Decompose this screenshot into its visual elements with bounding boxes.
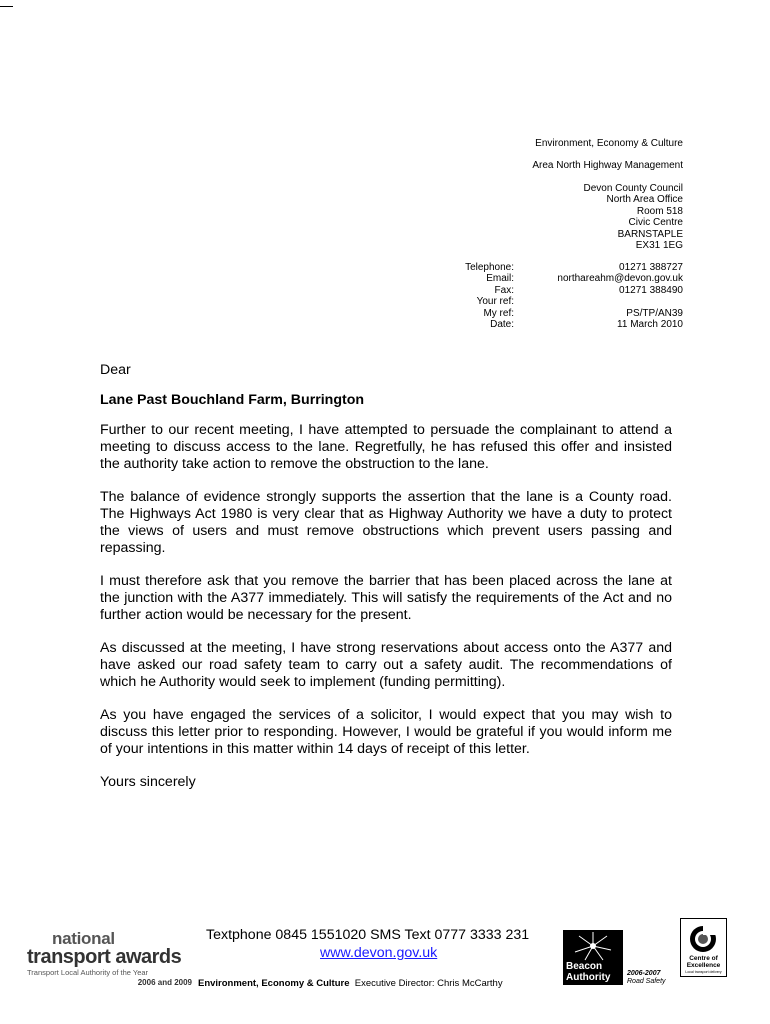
telephone-value: 01271 388727	[619, 262, 683, 273]
fax-label: Fax:	[494, 284, 514, 296]
coe-text	[681, 955, 726, 976]
contact-values	[557, 262, 683, 330]
telephone-label: Telephone:	[465, 262, 514, 273]
footer-department: Environment, Economy & Culture	[198, 978, 350, 989]
centre-of-excellence-logo	[680, 918, 727, 977]
your-ref-value	[557, 296, 683, 307]
footer-director: Executive Director: Chris McCarthy	[354, 978, 503, 989]
salutation: Dear	[100, 362, 131, 378]
address-line: EX31 1EG	[635, 240, 683, 252]
beacon-authority-logo	[563, 930, 623, 985]
paragraph: Further to our recent meeting, I have attempted to persuade the complainant to attend a meeting to discuss access to the lane. Regretfully, he has refused this offer and insisted the authority take action to remove the obstruction to the lane.	[100, 422, 672, 472]
area-header: Area North Highway Management	[532, 160, 683, 171]
beacon-caption	[627, 970, 666, 986]
paragraph: As you have engaged the services of a solicitor, I would expect that you may wish to discuss this letter prior to responding. However, I would be grateful if you would inform me of your intentions in this matter within 14 days of receipt of this letter.	[100, 707, 672, 757]
paragraph: I must therefore ask that you remove the barrier that has been placed across the lane at the junction with the A377 immediately. This will satisfy the requirements of the Act and no further action would be necessary for the present.	[100, 573, 672, 623]
beacon-line1: Beacon	[566, 961, 603, 972]
beacon-text	[566, 962, 610, 983]
contact-labels	[440, 262, 514, 330]
date-label: Date:	[490, 318, 514, 330]
sender-address	[584, 183, 684, 251]
beacon-years: 2006-2007	[627, 970, 661, 977]
coe-line2: Excellence	[686, 962, 721, 969]
fold-mark	[0, 6, 13, 7]
nta-subtitle: Transport Local Authority of the Year	[27, 968, 149, 977]
your-ref-label: Your ref:	[476, 296, 514, 308]
address-line: BARNSTAPLE	[617, 228, 683, 240]
beacon-topic: Road Safety	[627, 978, 666, 985]
letter-body	[100, 362, 672, 791]
my-ref-label: My ref:	[483, 307, 514, 319]
paragraph: The balance of evidence strongly supports the assertion that the lane is a County road. The Highways Act 1980 is very clear that as Highway Authority we have a duty to protect the views of users and must remove obstructions which prevent users passing and repassing.	[100, 489, 672, 556]
department-header: Environment, Economy & Culture	[535, 138, 683, 149]
national-transport-awards-logo	[27, 930, 192, 988]
coe-subtitle: Local transport delivery	[685, 970, 722, 974]
date-value: 11 March 2010	[617, 318, 683, 330]
footer-website-link[interactable]: www.devon.gov.uk	[320, 945, 438, 961]
beacon-star-icon	[563, 930, 623, 964]
address-line: North Area Office	[606, 194, 683, 206]
footer-director-line	[198, 978, 503, 989]
fax-value: 01271 388490	[619, 284, 683, 296]
address-line: Civic Centre	[628, 217, 683, 229]
email-label: Email:	[486, 273, 514, 285]
letter-subject: Lane Past Bouchland Farm, Burrington	[100, 392, 365, 408]
beacon-line2: Authority	[566, 971, 611, 983]
nta-line1: national	[52, 929, 115, 948]
address-line: Devon County Council	[583, 183, 683, 194]
nta-line2: transport awards	[27, 946, 182, 968]
coe-line1: Centre of	[689, 955, 718, 962]
address-line: Room 518	[636, 205, 683, 217]
footer-textphone: Textphone 0845 1551020 SMS Text 0777 3333 231	[206, 927, 530, 943]
my-ref-value: PS/TP/AN39	[626, 307, 683, 319]
nta-years: 2006 and 2009	[137, 978, 192, 987]
email-value: northareahm@devon.gov.uk	[557, 273, 683, 285]
excellence-emblem-icon	[688, 924, 718, 954]
paragraph: As discussed at the meeting, I have strong reservations about access onto the A377 and have asked our road safety team to carry out a safety audit. The recommendations of which he Authority would seek to implement (funding permitting).	[100, 640, 672, 690]
closing: Yours sincerely	[100, 774, 196, 790]
